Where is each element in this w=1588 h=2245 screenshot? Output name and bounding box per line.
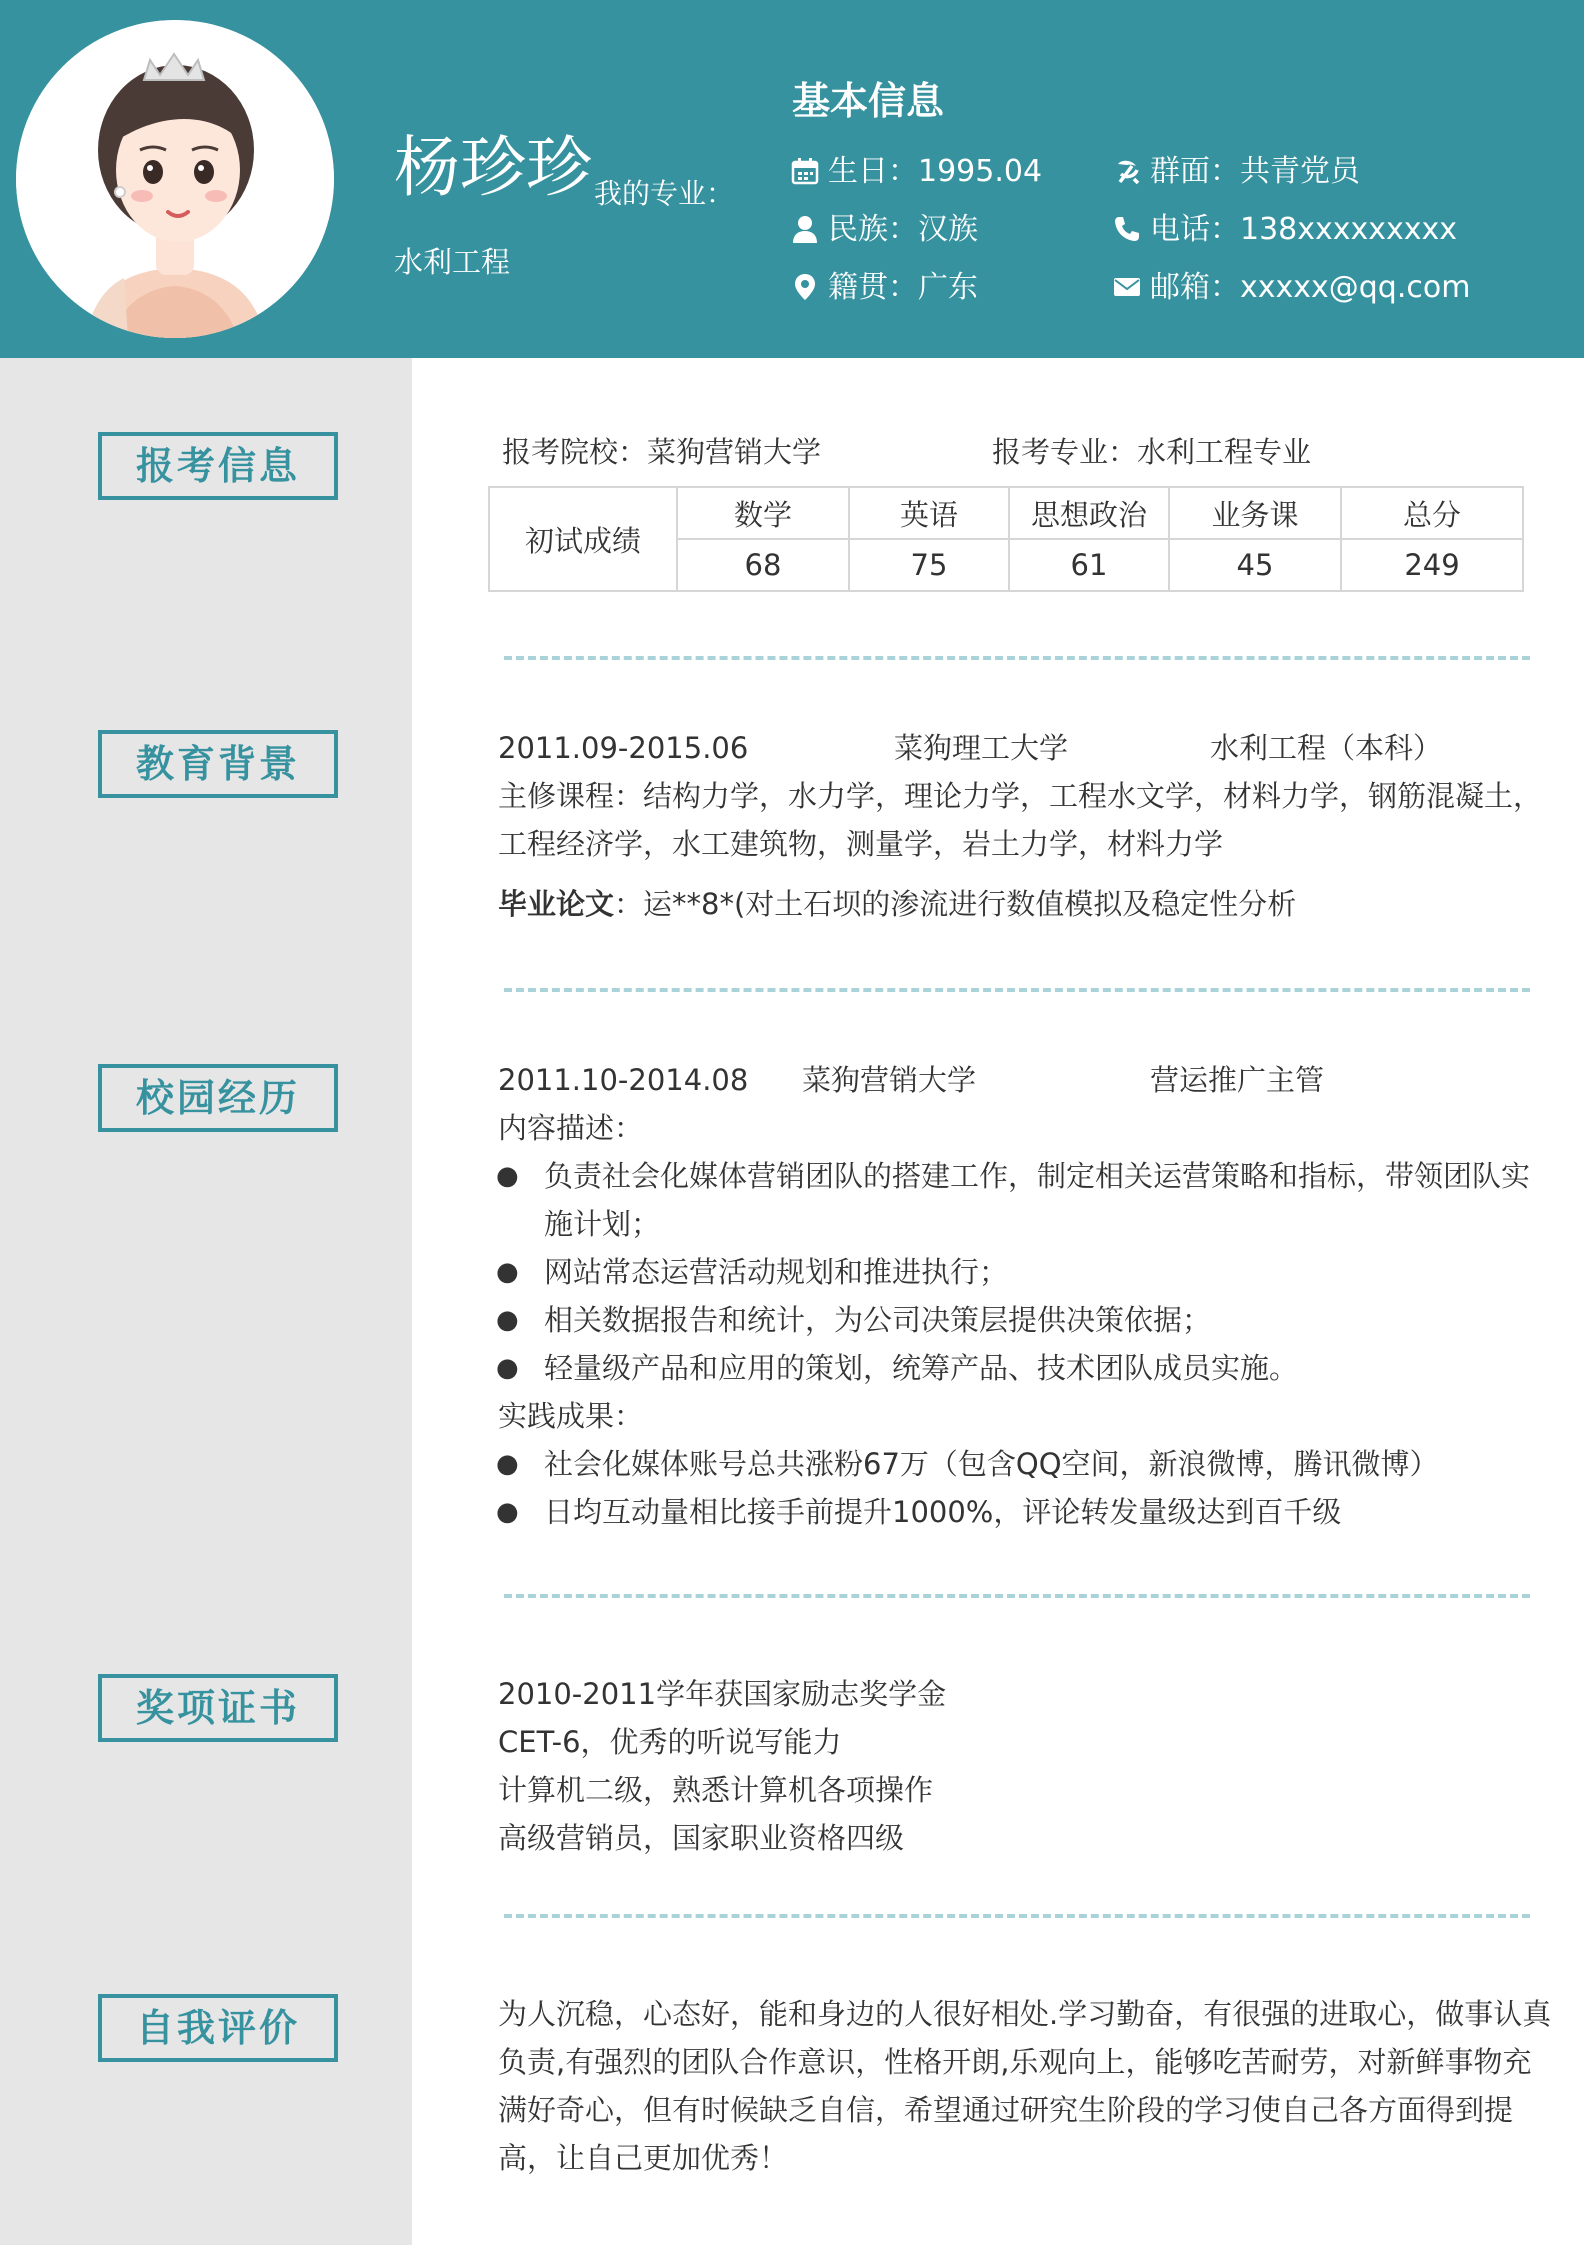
bullet-icon: ● [496, 1353, 519, 1383]
political-text: 群面：共青党员 [1150, 154, 1360, 189]
edu-courses: 主修课程：结构力学，水力学，理论力学，工程水文学，材料力学，钢筋混凝土， [498, 779, 1543, 813]
score-cell: 68 [677, 539, 849, 591]
person-icon [790, 210, 820, 250]
major-label: 我的专业： [594, 177, 735, 210]
edu-courses-cont: 工程经济学，水工建筑物，测量学，岩土力学，材料力学 [498, 827, 1224, 861]
hammer-sickle-icon [1112, 152, 1142, 192]
award-item: 2010-2011学年获国家励志奖学金 [498, 1677, 947, 1711]
section-divider [504, 988, 1530, 992]
list-item: 日均互动量相比接手前提升1000%，评论转发量级达到百千级 [544, 1495, 1342, 1529]
subject-header: 业务课 [1169, 487, 1341, 539]
edu-degree: 水利工程（本科） [1210, 731, 1443, 765]
major-value: 水利工程 [394, 245, 511, 279]
bullet-icon: ● [496, 1161, 519, 1191]
bullet-icon: ● [496, 1449, 519, 1479]
section-divider [504, 1594, 1530, 1598]
birthday-text: 生日：1995.04 [828, 154, 1043, 189]
list-item: 网站常态运营活动规划和推进执行； [544, 1255, 1009, 1289]
thesis-label: 毕业论文 [498, 887, 615, 921]
section-divider [504, 656, 1530, 660]
campus-desc-label: 内容描述： [498, 1111, 644, 1145]
score-table [488, 486, 1524, 592]
avatar-illustration [16, 20, 334, 338]
section-label-awards: 奖项证书 [98, 1674, 338, 1742]
phone-icon [1112, 210, 1142, 250]
score-cell: 61 [1009, 539, 1169, 591]
table-row [489, 487, 1523, 539]
self-eval-line: 高，让自己更加优秀！ [498, 2141, 789, 2175]
header-banner [0, 0, 1584, 358]
calendar-icon [790, 152, 820, 192]
info-hometown [790, 268, 978, 308]
sidebar [0, 358, 412, 2245]
list-item: 相关数据报告和统计，为公司决策层提供决策依据； [544, 1303, 1212, 1337]
info-ethnicity [790, 210, 978, 250]
section-divider [504, 1914, 1530, 1918]
subject-header: 数学 [677, 487, 849, 539]
subject-header: 英语 [849, 487, 1009, 539]
info-birthday [790, 152, 1042, 192]
info-email [1112, 268, 1470, 308]
section-label-campus: 校园经历 [98, 1064, 338, 1132]
section-label-exam: 报考信息 [98, 432, 338, 500]
hometown-text: 籍贯：广东 [828, 270, 978, 305]
section-label-self: 自我评价 [98, 1994, 338, 2062]
score-cell: 249 [1341, 539, 1523, 591]
basic-info-title: 基本信息 [792, 79, 945, 123]
phone-text: 电话：138xxxxxxxxx [1150, 212, 1458, 247]
section-label-education: 教育背景 [98, 730, 338, 798]
award-item: 高级营销员，国家职业资格四级 [498, 1821, 905, 1855]
envelope-icon [1112, 268, 1142, 308]
location-pin-icon [790, 268, 820, 308]
email-text: 邮箱：xxxxx@qq.com [1150, 270, 1471, 305]
ethnicity-text: 民族：汉族 [828, 212, 978, 247]
candidate-name: 杨珍珍 [394, 129, 592, 206]
self-eval-line: 负责,有强烈的团队合作意识，性格开朗,乐观向上，能够吃苦耐劳，对新鲜事物充 [498, 2045, 1532, 2079]
info-political [1112, 152, 1360, 192]
campus-period: 2011.10-2014.08 [498, 1063, 749, 1097]
self-eval-line: 满好奇心，但有时候缺乏自信，希望通过研究生阶段的学习使自己各方面得到提 [498, 2093, 1514, 2127]
score-cell: 75 [849, 539, 1009, 591]
score-cell: 45 [1169, 539, 1341, 591]
score-row-label: 初试成绩 [489, 487, 677, 591]
edu-school: 菜狗理工大学 [894, 731, 1069, 765]
list-item: 负责社会化媒体营销团队的搭建工作，制定相关运营策略和指标，带领团队实 [544, 1159, 1531, 1193]
exam-school: 报考院校：菜狗营销大学 [502, 435, 822, 469]
list-item: 轻量级产品和应用的策划，统筹产品、技术团队成员实施。 [544, 1351, 1299, 1385]
exam-major: 报考专业：水利工程专业 [992, 435, 1312, 469]
avatar [16, 20, 334, 338]
campus-role: 营运推广主管 [1150, 1063, 1325, 1097]
campus-result-label: 实践成果： [498, 1399, 644, 1433]
self-eval-line: 为人沉稳，心态好，能和身边的人很好相处.学习勤奋，有很强的进取心，做事认真 [498, 1997, 1552, 2031]
bullet-icon: ● [496, 1305, 519, 1335]
award-item: CET-6，优秀的听说写能力 [498, 1725, 842, 1759]
thesis-text: ：运**8*(对土石坝的渗流进行数值模拟及稳定性分析 [614, 887, 1297, 921]
campus-org: 菜狗营销大学 [802, 1063, 977, 1097]
list-item: 社会化媒体账号总共涨粉67万（包含QQ空间，新浪微博，腾讯微博） [544, 1447, 1439, 1481]
edu-thesis [498, 880, 1296, 928]
list-item: 施计划； [544, 1207, 661, 1241]
edu-period: 2011.09-2015.06 [498, 731, 749, 765]
bullet-icon: ● [496, 1257, 519, 1287]
award-item: 计算机二级，熟悉计算机各项操作 [498, 1773, 934, 1807]
bullet-icon: ● [496, 1497, 519, 1527]
subject-header: 思想政治 [1009, 487, 1169, 539]
info-phone [1112, 210, 1457, 250]
subject-header: 总分 [1341, 487, 1523, 539]
